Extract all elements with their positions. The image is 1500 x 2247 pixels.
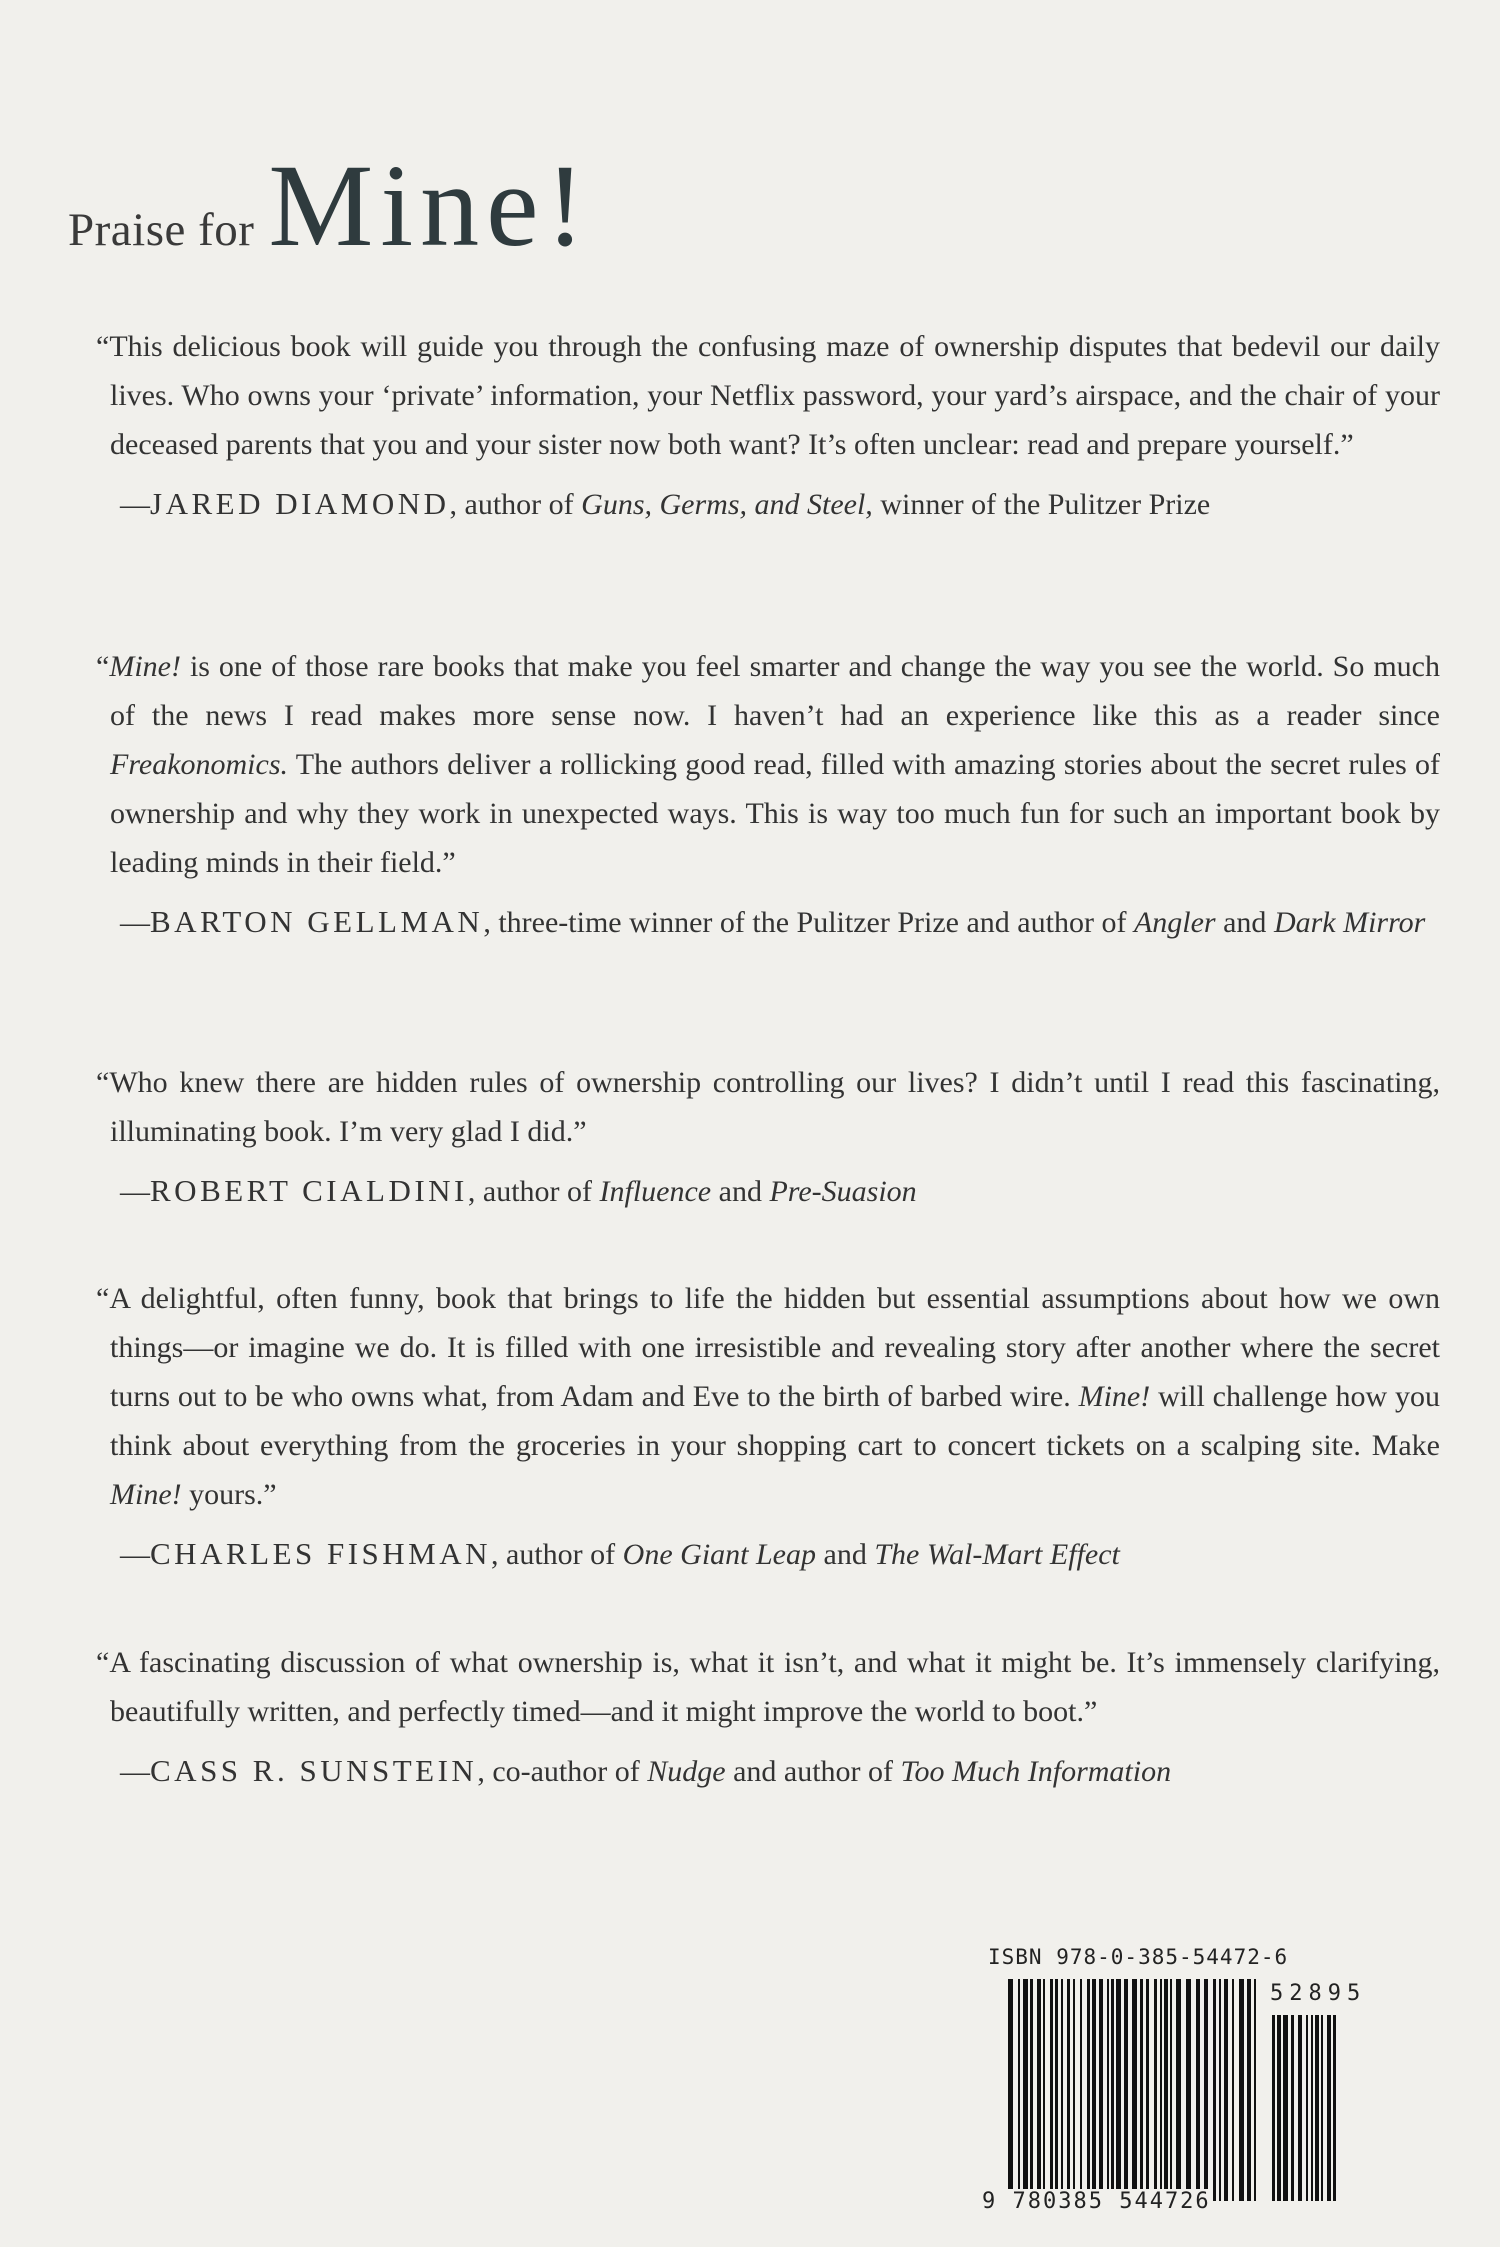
barcode-bar bbox=[1219, 1979, 1221, 2201]
blurb-cialdini bbox=[96, 1058, 1440, 1215]
barcode-bar bbox=[1023, 1979, 1028, 2201]
attribution-text: , co-author of bbox=[477, 1755, 648, 1788]
blurb-quote: “This delicious book will guide you through the confusing maze of ownership disputes that bedevil our daily lives. Who owns your ‘private’ information, your Netflix password, your yard’s airspace, and the chair of your deceased parents that you and your sister now both want? It’s often unclear: read and prepare yourself.” bbox=[96, 330, 1440, 461]
book-title: Mine! bbox=[268, 140, 592, 271]
blurb-attribution bbox=[110, 481, 1440, 528]
price-code: 52895 bbox=[1270, 1981, 1367, 2006]
quoted-title: Mine! bbox=[109, 650, 181, 683]
attribution-text: and bbox=[1215, 906, 1274, 939]
em-dash: — bbox=[120, 1175, 150, 1208]
barcode-bar bbox=[1213, 1979, 1216, 2201]
em-dash: — bbox=[120, 906, 150, 939]
praise-heading bbox=[68, 138, 592, 274]
author-name: CHARLES FISHMAN bbox=[150, 1536, 492, 1571]
barcode-bar bbox=[1321, 2015, 1323, 2201]
barcode-bar bbox=[1107, 1979, 1109, 2201]
attribution-text: , three-time winner of the Pulitzer Prize and author of bbox=[483, 906, 1134, 939]
work-title: Too Much Information bbox=[900, 1755, 1172, 1788]
barcode-bar bbox=[1140, 1979, 1143, 2201]
barcode-bar bbox=[1080, 1979, 1082, 2201]
blurb-fishman bbox=[96, 1274, 1440, 1578]
isbn-barcode bbox=[940, 1945, 1410, 2235]
barcode-bar bbox=[1186, 1979, 1191, 2201]
barcode-bar bbox=[1283, 2015, 1288, 2201]
barcode-bar bbox=[1306, 2015, 1308, 2201]
attribution-text: , author of bbox=[491, 1538, 623, 1571]
work-title: The Wal-Mart Effect bbox=[874, 1538, 1120, 1571]
barcode-bar bbox=[1154, 1979, 1157, 2201]
barcode-bar bbox=[1055, 1979, 1058, 2201]
quote-text: yours.” bbox=[181, 1478, 277, 1511]
barcode-bar bbox=[1018, 1979, 1020, 2201]
blurb-quote: “A fascinating discussion of what ownership is, what it isn’t, and what it might be. It’s immensely clarifying, beautifully written, and perfectly timed—and it might improve the world to boot.” bbox=[96, 1646, 1440, 1728]
barcode-bar bbox=[1272, 2015, 1275, 2201]
quote-text: The authors deliver a rollicking good read, filled with amazing stories about the secret rules of ownership and why they work in unexpected ways. This is way too much fun for such an important book by leading minds in their field.” bbox=[110, 748, 1440, 879]
barcode-bar bbox=[1030, 1979, 1033, 2201]
quote-text: will challenge how you think about everything from the groceries in your shopping cart to concert tickets on a scalping site. Make bbox=[110, 1380, 1440, 1462]
barcode-bar bbox=[1239, 1979, 1244, 2201]
blurb-diamond bbox=[96, 322, 1440, 528]
barcode-bar bbox=[1099, 1979, 1103, 2201]
barcode-bar bbox=[1160, 1979, 1162, 2201]
blurb-attribution bbox=[110, 1168, 1440, 1215]
barcode-bar bbox=[1146, 1979, 1149, 2201]
barcode-bar bbox=[1327, 2015, 1331, 2201]
barcode-bar bbox=[1043, 1979, 1045, 2201]
barcode-bar bbox=[1037, 1979, 1041, 2201]
work-title: Influence bbox=[599, 1175, 712, 1208]
blurb-quote: “Who knew there are hidden rules of ownership controlling our lives? I didn’t until I read this fascinating, illuminating book. I’m very glad I did.” bbox=[96, 1066, 1440, 1148]
blurb-quote bbox=[96, 1274, 1440, 1519]
barcode-bar bbox=[1124, 1979, 1128, 2201]
barcode-bar bbox=[1073, 1979, 1075, 2201]
barcode-bar bbox=[1087, 1979, 1090, 2201]
quote-text: is one of those rare books that make you feel smarter and change the way you see the world. So much of the news I read makes more sense now. I haven’t had an experience like this as a reader since bbox=[110, 650, 1440, 732]
work-title: Guns, Germs, and Steel, bbox=[581, 488, 873, 521]
work-title: Nudge bbox=[647, 1755, 726, 1788]
barcode-bar bbox=[1254, 1979, 1256, 2201]
barcode-bar bbox=[1061, 1979, 1063, 2201]
blurb-gellman bbox=[96, 642, 1440, 946]
barcode-bar bbox=[1277, 2015, 1281, 2201]
attribution-text: , author of bbox=[467, 1175, 600, 1208]
blurb-quote bbox=[96, 642, 1440, 887]
work-title: Dark Mirror bbox=[1273, 906, 1426, 939]
attribution-text: winner of the Pulitzer Prize bbox=[872, 488, 1211, 521]
barcode-bar bbox=[1132, 1979, 1137, 2201]
barcode-bar bbox=[1232, 1979, 1234, 2201]
work-title: Angler bbox=[1133, 906, 1216, 939]
work-title: One Giant Leap bbox=[622, 1538, 816, 1571]
barcode-bar bbox=[1196, 1979, 1200, 2201]
quote-text: “A delightful, often funny, book that brings to life the hidden but essential assumptions about how we own things—or imagine we do. It is filled with one irresistible and revealing story after another where the secret turns out to be who owns what, from Adam and Eve to the birth of barbed wire. bbox=[96, 1282, 1440, 1413]
barcode-bar bbox=[1067, 1979, 1070, 2201]
barcode-bar bbox=[1204, 1979, 1208, 2201]
em-dash: — bbox=[120, 1755, 150, 1788]
quoted-title: Freakonomics. bbox=[110, 748, 289, 781]
em-dash: — bbox=[120, 488, 150, 521]
barcode-bar bbox=[1164, 1979, 1168, 2201]
isbn-label: ISBN 978-0-385-54472-6 bbox=[988, 1945, 1289, 1969]
heading-prefix: Praise for bbox=[68, 204, 255, 256]
attribution-text: and author of bbox=[725, 1755, 901, 1788]
barcode-bar bbox=[1247, 1979, 1251, 2201]
barcode-bar bbox=[1050, 1979, 1053, 2201]
quoted-title: Mine! bbox=[1078, 1380, 1151, 1413]
blurb-attribution bbox=[110, 1748, 1440, 1795]
author-name: ROBERT CIALDINI bbox=[150, 1173, 468, 1208]
barcode-bar bbox=[1176, 1979, 1181, 2201]
price-barcode-bars bbox=[1272, 2015, 1336, 2201]
barcode-bar bbox=[1116, 1979, 1121, 2201]
barcode-bar bbox=[1333, 2015, 1336, 2201]
barcode-bar bbox=[1008, 1979, 1013, 2201]
barcode-bar bbox=[1170, 1979, 1172, 2201]
barcode-bar bbox=[1092, 1979, 1096, 2201]
barcode-bar bbox=[1315, 2015, 1319, 2201]
attribution-text: , author of bbox=[449, 488, 582, 521]
barcode-bar bbox=[1311, 2015, 1313, 2201]
blurb-attribution bbox=[110, 1531, 1440, 1578]
author-name: JARED DIAMOND bbox=[150, 486, 450, 521]
blurb-sunstein bbox=[96, 1638, 1440, 1795]
blurb-attribution bbox=[110, 899, 1440, 946]
barcode-bar bbox=[1111, 1979, 1114, 2201]
attribution-text: and bbox=[816, 1538, 875, 1571]
author-name: BARTON GELLMAN bbox=[150, 904, 484, 939]
ean-digits: 9 780385 544726 bbox=[982, 2189, 1211, 2214]
barcode-bar bbox=[1291, 2015, 1294, 2201]
attribution-text: and bbox=[711, 1175, 770, 1208]
barcode-bar bbox=[1298, 2015, 1302, 2201]
author-name: CASS R. SUNSTEIN bbox=[150, 1753, 478, 1788]
quote-open: “ bbox=[96, 650, 110, 683]
em-dash: — bbox=[120, 1538, 150, 1571]
barcode-bar bbox=[1224, 1979, 1228, 2201]
work-title: Pre-Suasion bbox=[769, 1175, 917, 1208]
quoted-title: Mine! bbox=[110, 1478, 182, 1511]
ean13-barcode-bars bbox=[1008, 1979, 1258, 2201]
